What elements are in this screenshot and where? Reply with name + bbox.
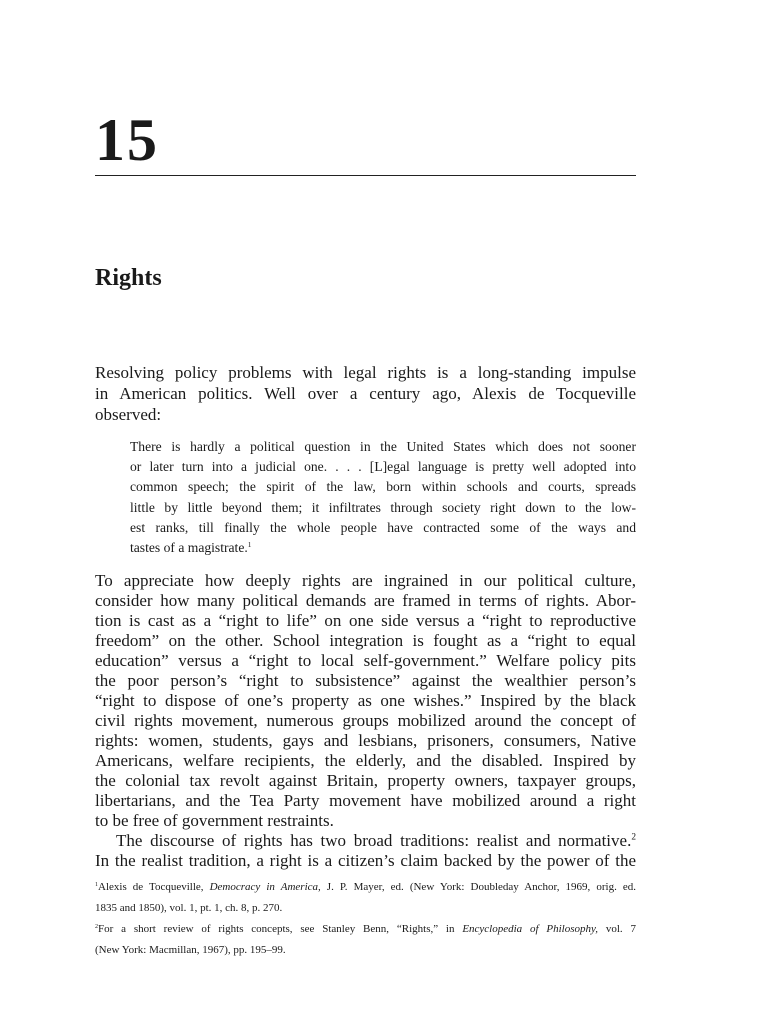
text-line: tion is cast as a “right to life” on one side versus a “right to reproductive [95,611,636,631]
text-line: observed: [95,405,162,424]
text-line: In the realist tradition, a right is a citizen’s claim backed by the power of the [95,851,636,871]
text: vol. 7 [598,922,636,935]
quote-text: tastes of a magistrate. [130,540,248,556]
text: Alexis de Tocqueville, [98,881,210,894]
footnote-ref[interactable]: 1 [247,539,252,549]
chapter-title: Rights [95,265,162,291]
text-line: the poor person’s “right to subsistence” against the wealthier person’s [95,671,636,691]
text: The discourse of rights has two broad traditions: realist and normative. [116,831,632,851]
book-title: Democracy in America, [209,881,321,894]
text-line: Americans, welfare recipients, the elderly, and the disabled. Inspired by [95,751,636,771]
chapter-rule [95,175,636,176]
text-line [95,831,636,851]
block-quote [130,437,636,558]
book-title: Encyclopedia of Philosophy, [462,922,599,935]
intro-paragraph [95,362,636,425]
footnote-mark: 2 [95,923,99,930]
footnote-mark: 1 [95,881,99,888]
quote-line: or later turn into a judicial one. . . . [L]egal language is pretty well adopted into [130,459,636,475]
text-line: rights: women, students, gays and lesbians, prisoners, consumers, Native [95,731,636,751]
text-line: in American politics. Well over a century ago, Alexis de Tocqueville [95,384,636,403]
text: For a short review of rights concepts, see Stanley Benn, “Rights,” in [98,922,463,935]
footnote-1 [95,877,636,898]
text-line: education” versus a “right to local self-government.” Welfare policy pits [95,651,636,671]
text-line: consider how many political demands are framed in terms of rights. Abor- [95,591,636,611]
text-line: freedom” on the other. School integration is fought as a “right to equal [95,631,636,651]
text-line: “right to dispose of one’s property as one wishes.” Inspired by the black [95,691,636,711]
chapter-number: 15 [95,107,159,173]
footnote-2-cont: (New York: Macmillan, 1967), pp. 195–99. [95,943,286,956]
text-line: civil rights movement, numerous groups mobilized around the concept of [95,711,636,731]
quote-line: common speech; the spirit of the law, born within schools and courts, spreads [130,479,636,495]
footnote-2 [95,919,636,940]
quote-line [130,538,636,558]
text: J. P. Mayer, ed. (New York: Doubleday Anchor, 1969, orig. ed. [320,881,636,894]
text-line: libertarians, and the Tea Party movement have mobilized around a right [95,791,636,811]
footnotes [95,877,636,960]
quote-line: There is hardly a political question in the United States which does not sooner [130,439,636,454]
page-body [95,362,636,960]
quote-line: little by little beyond them; it infiltrates through society right down to the low- [130,499,636,515]
text-line: to be free of government restraints. [95,811,334,831]
text-line: To appreciate how deeply rights are ingrained in our political culture, [95,571,636,591]
quote-line: est ranks, till finally the whole people have contracted some of the ways and [130,519,636,535]
text-line: Resolving policy problems with legal rights is a long-standing impulse [95,363,636,382]
footnote-1-cont: 1835 and 1850), vol. 1, pt. 1, ch. 8, p. 270. [95,902,283,915]
footnote-ref[interactable]: 2 [631,832,636,843]
text-line: the colonial tax revolt against Britain, property owners, taxpayer groups, [95,771,636,791]
body-paragraph [95,571,636,871]
